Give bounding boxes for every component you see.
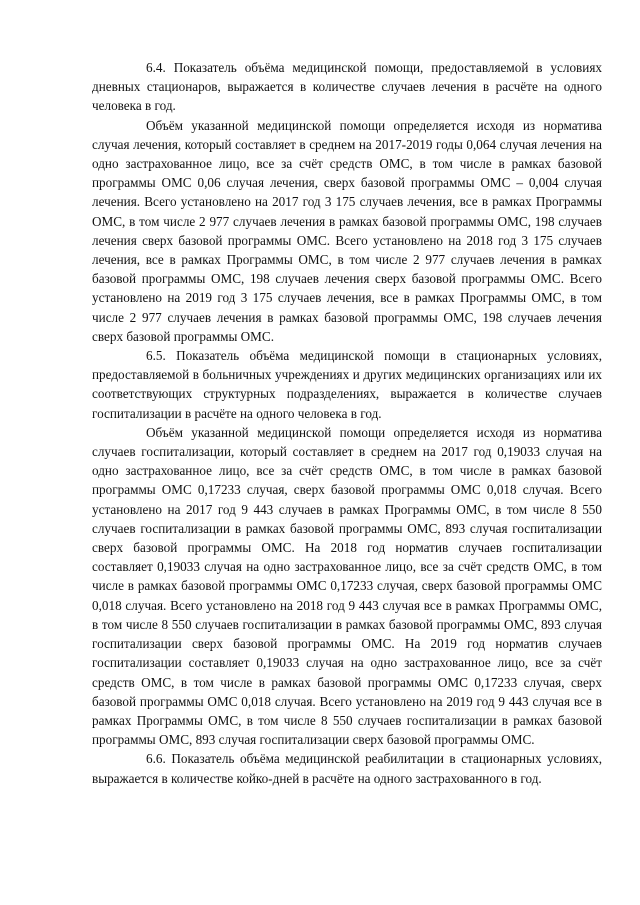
- paragraph-6-6: 6.6. Показатель объёма медицинской реабилитации в стационарных условиях, выражается в количестве койко-дней в расчёте на одного застрахованного в год.: [92, 751, 602, 786]
- paragraph-day-hospital-volume: Объём указанной медицинской помощи определяется исходя из норматива случая лечения, который составляет в среднем на 2017-2019 годы 0,064 случая лечения на одно застрахованное лицо, все за счёт средств ОМС, в том числе в рамках базовой программы ОМС 0,06 случая лечения, сверх базовой программы ОМС – 0,004 случая лечения. Всего установлено на 2017 год 3 175 случаев лечения, все в рамках Программы ОМС, в том числе 2 977 случаев лечения в рамках базовой программы ОМС, 198 случаев лечения сверх базовой программы ОМС. Всего установлено на 2018 год 3 175 случаев лечения, все в рамках Программы ОМС, в том числе 2 977 случаев лечения в рамках базовой программы ОМС, 198 случаев лечения сверх базовой программы ОМС. Всего установлено на 2019 год 3 175 случаев лечения, все в рамках Программы ОМС, в том числе 2 977 случаев лечения в рамках базовой программы ОМС, 198 случаев лечения сверх базовой программы ОМС.: [92, 117, 602, 344]
- document-body: [92, 58, 602, 788]
- paragraph-6-5: 6.5. Показатель объёма медицинской помощи в стационарных условиях, предоставляемой в больничных учреждениях и других медицинских организациях или их соответствующих структурных подразделениях, выражается в количестве случаев госпитализации в расчёте на одного человека в год.: [92, 348, 602, 421]
- paragraph-6-4: 6.4. Показатель объёма медицинской помощи, предоставляемой в условиях дневных стационаров, выражается в количестве случаев лечения в расчёте на одного человека в год.: [92, 60, 602, 114]
- paragraph-inpatient-volume: Объём указанной медицинской помощи определяется исходя из норматива случаев госпитализации, который составляет в среднем на 2017 год 0,19033 случая на одно застрахованное лицо, все за счёт средств ОМС, в том числе в рамках базовой программы ОМС 0,17233 случая, сверх базовой программы ОМС 0,018 случая. Всего установлено на 2017 год 9 443 случаев в рамках Программы ОМС, в том числе 8 550 случаев госпитализации в рамках базовой программы ОМС, 893 случая госпитализации сверх базовой программы ОМС. На 2018 год норматив случаев госпитализации составляет 0,19033 случая на одно застрахованное лицо, все за счёт средств ОМС, в том числе в рамках базовой программы ОМС 0,17233 случая, сверх базовой программы ОМС 0,018 случая. Всего установлено на 2018 год 9 443 случая все в рамках Программы ОМС, в том числе 8 550 случаев госпитализации в рамках базовой программы ОМС, 893 случая госпитализации сверх базовой программы ОМС. На 2019 год норматив случаев госпитализации составляет 0,19033 случая на одно застрахованное лицо, все за счёт средств ОМС, в том числе в рамках базовой программы ОМС 0,17233 случая, сверх базовой программы ОМС 0,018 случая. Всего установлено на 2019 год 9 443 случая все в рамках Программы ОМС, в том числе 8 550 случаев госпитализации в рамках базовой программы ОМС, 893 случая госпитализации сверх базовой программы ОМС.: [92, 424, 602, 748]
